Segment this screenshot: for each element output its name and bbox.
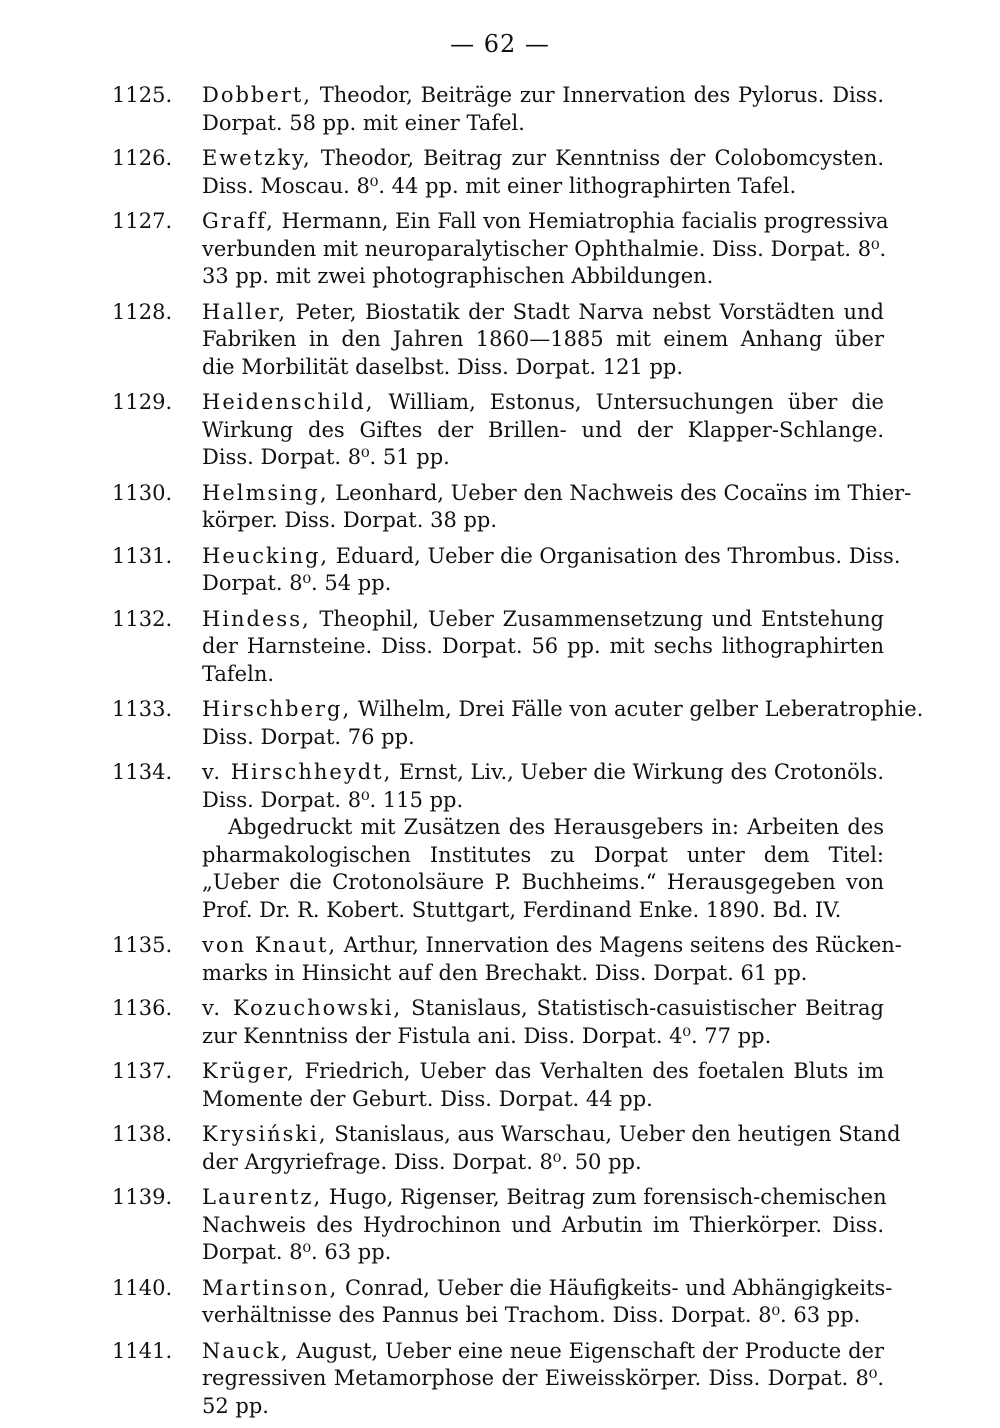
entry-line: verhältnisse des Pannus bei Trachom. Diss. Dorpat. 8⁰. 63 pp.	[202, 1303, 861, 1327]
entry-line: Tafeln.	[202, 661, 275, 686]
entry-line: Graff, Hermann, Ein Fall von Hemiatrophia facialis progressiva	[202, 209, 889, 233]
entry-number: 1141.	[112, 1338, 173, 1363]
entry-author: Hindess,	[202, 606, 311, 631]
entry-line: verbunden mit neuroparalytischer Ophthalmie. Diss. Dorpat. 8⁰.	[202, 236, 887, 261]
entry-line: Nauck, August, Ueber eine neue Eigenschaft der Producte der	[202, 1338, 884, 1363]
entry-line: Dorpat. 8⁰. 63 pp.	[202, 1240, 392, 1264]
entry-line: Diss. Dorpat. 8⁰. 115 pp.	[202, 787, 464, 812]
entry-line: Helmsing, Leonhard, Ueber den Nachweis des Cocaïns im Thier-	[202, 480, 912, 505]
entry-line: Nachweis des Hydrochinon und Arbutin im Thierkörper. Diss.	[202, 1212, 884, 1237]
entry-number: 1139.	[112, 1185, 173, 1209]
entry-author: Haller,	[202, 299, 288, 324]
entry-author: Heucking,	[202, 543, 330, 568]
entry-line: Dorpat. 58 pp. mit einer Tafel.	[202, 110, 525, 135]
entry-number: 1131.	[112, 543, 173, 568]
bibliography-entry	[112, 1275, 893, 1330]
entry-line: Diss. Moscau. 8⁰. 44 pp. mit einer lithographirten Tafel.	[202, 173, 797, 198]
entry-line: Krüger, Friedrich, Ueber das Verhalten des foetalen Bluts im	[202, 1059, 884, 1083]
entry-line: der Harnsteine. Diss. Dorpat. 56 pp. mit sechs lithographirten	[202, 634, 884, 658]
bibliography-entry	[112, 995, 884, 1050]
bibliography-entry	[112, 696, 924, 751]
entry-line: Dobbert, Theodor, Beiträge zur Innervation des Pylorus. Diss.	[202, 83, 884, 107]
entry-author: Hirschberg,	[202, 697, 352, 721]
entry-line: Heidenschild, William, Estonus, Untersuchungen über die	[202, 390, 884, 414]
entry-line: Fabriken in den Jahren 1860—1885 mit einem Anhang über	[202, 327, 884, 351]
page-number: — 62 —	[450, 30, 550, 58]
entry-line: Hindess, Theophil, Ueber Zusammensetzung und Entstehung	[202, 606, 884, 631]
entry-line: Diss. Dorpat. 76 pp.	[202, 724, 415, 749]
entry-line: 33 pp. mit zwei photographischen Abbildungen.	[202, 264, 714, 288]
entry-line: körper. Diss. Dorpat. 38 pp.	[202, 508, 498, 532]
entry-number: 1140.	[112, 1275, 173, 1300]
bibliography-entry	[112, 606, 884, 689]
entry-number: 1135.	[112, 933, 173, 957]
entry-author: Graff,	[202, 209, 275, 233]
entry-line: zur Kenntniss der Fistula ani. Diss. Dorpat. 4⁰. 77 pp.	[202, 1023, 772, 1048]
bibliography-entry	[112, 480, 912, 535]
entry-line: Momente der Geburt. Diss. Dorpat. 44 pp.	[202, 1086, 653, 1111]
entry-number: 1130.	[112, 480, 173, 505]
entry-line: Haller, Peter, Biostatik der Stadt Narva nebst Vorstädten und	[202, 299, 884, 324]
entry-line: von Knaut, Arthur, Innervation des Magens seitens des Rücken-	[202, 933, 902, 957]
bibliography-entry	[112, 82, 884, 137]
entry-author: v. Kozuchowski,	[202, 996, 403, 1020]
entry-line: der Argyriefrage. Diss. Dorpat. 8⁰. 50 pp.	[202, 1149, 642, 1174]
bibliography-entry	[112, 389, 884, 472]
entry-number: 1125.	[112, 83, 173, 107]
entry-author: Heidenschild,	[202, 390, 375, 414]
bibliography-entry	[112, 1184, 887, 1267]
bibliography-entry	[112, 208, 889, 291]
entry-author: Helmsing,	[202, 480, 329, 505]
entry-line: regressiven Metamorphose der Eiweisskörper. Diss. Dorpat. 8⁰.	[202, 1366, 884, 1390]
bibliography-entry	[112, 759, 884, 924]
entry-line: Dorpat. 8⁰. 54 pp.	[202, 571, 392, 595]
entry-author: Dobbert,	[202, 83, 312, 107]
entry-number: 1126.	[112, 146, 173, 170]
entry-line: Krysiński, Stanislaus, aus Warschau, Ueber den heutigen Stand	[202, 1122, 901, 1146]
entry-line: v. Kozuchowski, Stanislaus, Statistisch-casuistischer Beitrag	[202, 996, 884, 1020]
entry-line: Laurentz, Hugo, Rigenser, Beitrag zum forensisch-chemischen	[202, 1185, 887, 1209]
entry-number: 1134.	[112, 760, 173, 784]
entry-line: Diss. Dorpat. 8⁰. 51 pp.	[202, 445, 450, 469]
entry-number: 1137.	[112, 1059, 173, 1083]
entry-author: Krysiński,	[202, 1122, 328, 1146]
bibliography-entry	[112, 299, 884, 382]
entry-number: 1128.	[112, 299, 173, 324]
entry-line: Ewetzky, Theodor, Beitrag zur Kenntniss der Colobomcysten.	[202, 146, 884, 170]
bibliography-entry	[112, 932, 902, 987]
bibliography-entry	[112, 1058, 884, 1113]
entry-line: Wirkung des Giftes der Brillen- und der Klapper-Schlange.	[202, 417, 884, 442]
bibliography-entry	[112, 1121, 901, 1176]
entry-author: Nauck,	[202, 1338, 290, 1363]
entry-line: marks in Hinsicht auf den Brechakt. Diss. Dorpat. 61 pp.	[202, 960, 808, 985]
entry-author: Ewetzky,	[202, 146, 312, 170]
bibliography-entry	[112, 1338, 884, 1421]
entry-author: von Knaut,	[202, 933, 338, 957]
entry-number: 1133.	[112, 697, 173, 721]
entry-line: Heucking, Eduard, Ueber die Organisation des Thrombus. Diss.	[202, 543, 901, 568]
entry-number: 1136.	[112, 996, 173, 1020]
entry-author: v. Hirschheydt,	[202, 760, 393, 784]
entry-note: Abgedruckt mit Zusätzen des Herausgebers in: Arbeiten des pharmakologischen Institutes zu Dorpat unter dem Titel: „Ueber die Crotonolsäure P. Buchheims.“ Herausgegeben von Prof. Dr. R. Kobert. Stuttgart, Ferdinand Enke. 1890. Bd. IV.	[202, 815, 884, 922]
entry-line: Martinson, Conrad, Ueber die Häufigkeits- und Abhängigkeits-	[202, 1275, 893, 1300]
entry-number: 1138.	[112, 1122, 173, 1146]
entry-author: Martinson,	[202, 1275, 339, 1300]
entry-author: Laurentz,	[202, 1185, 323, 1209]
entry-number: 1129.	[112, 390, 173, 414]
entry-line: die Morbilität daselbst. Diss. Dorpat. 121 pp.	[202, 354, 684, 379]
entry-line: 52 pp.	[202, 1393, 269, 1418]
entry-number: 1132.	[112, 606, 173, 631]
entry-line: v. Hirschheydt, Ernst, Liv., Ueber die Wirkung des Crotonöls.	[202, 760, 884, 784]
bibliography-entry	[112, 543, 901, 598]
entry-number: 1127.	[112, 209, 173, 233]
entry-author: Krüger,	[202, 1059, 296, 1083]
bibliography-entry	[112, 145, 884, 200]
entry-line: Hirschberg, Wilhelm, Drei Fälle von acuter gelber Leberatrophie.	[202, 697, 924, 721]
bibliography-list	[112, 82, 924, 1428]
